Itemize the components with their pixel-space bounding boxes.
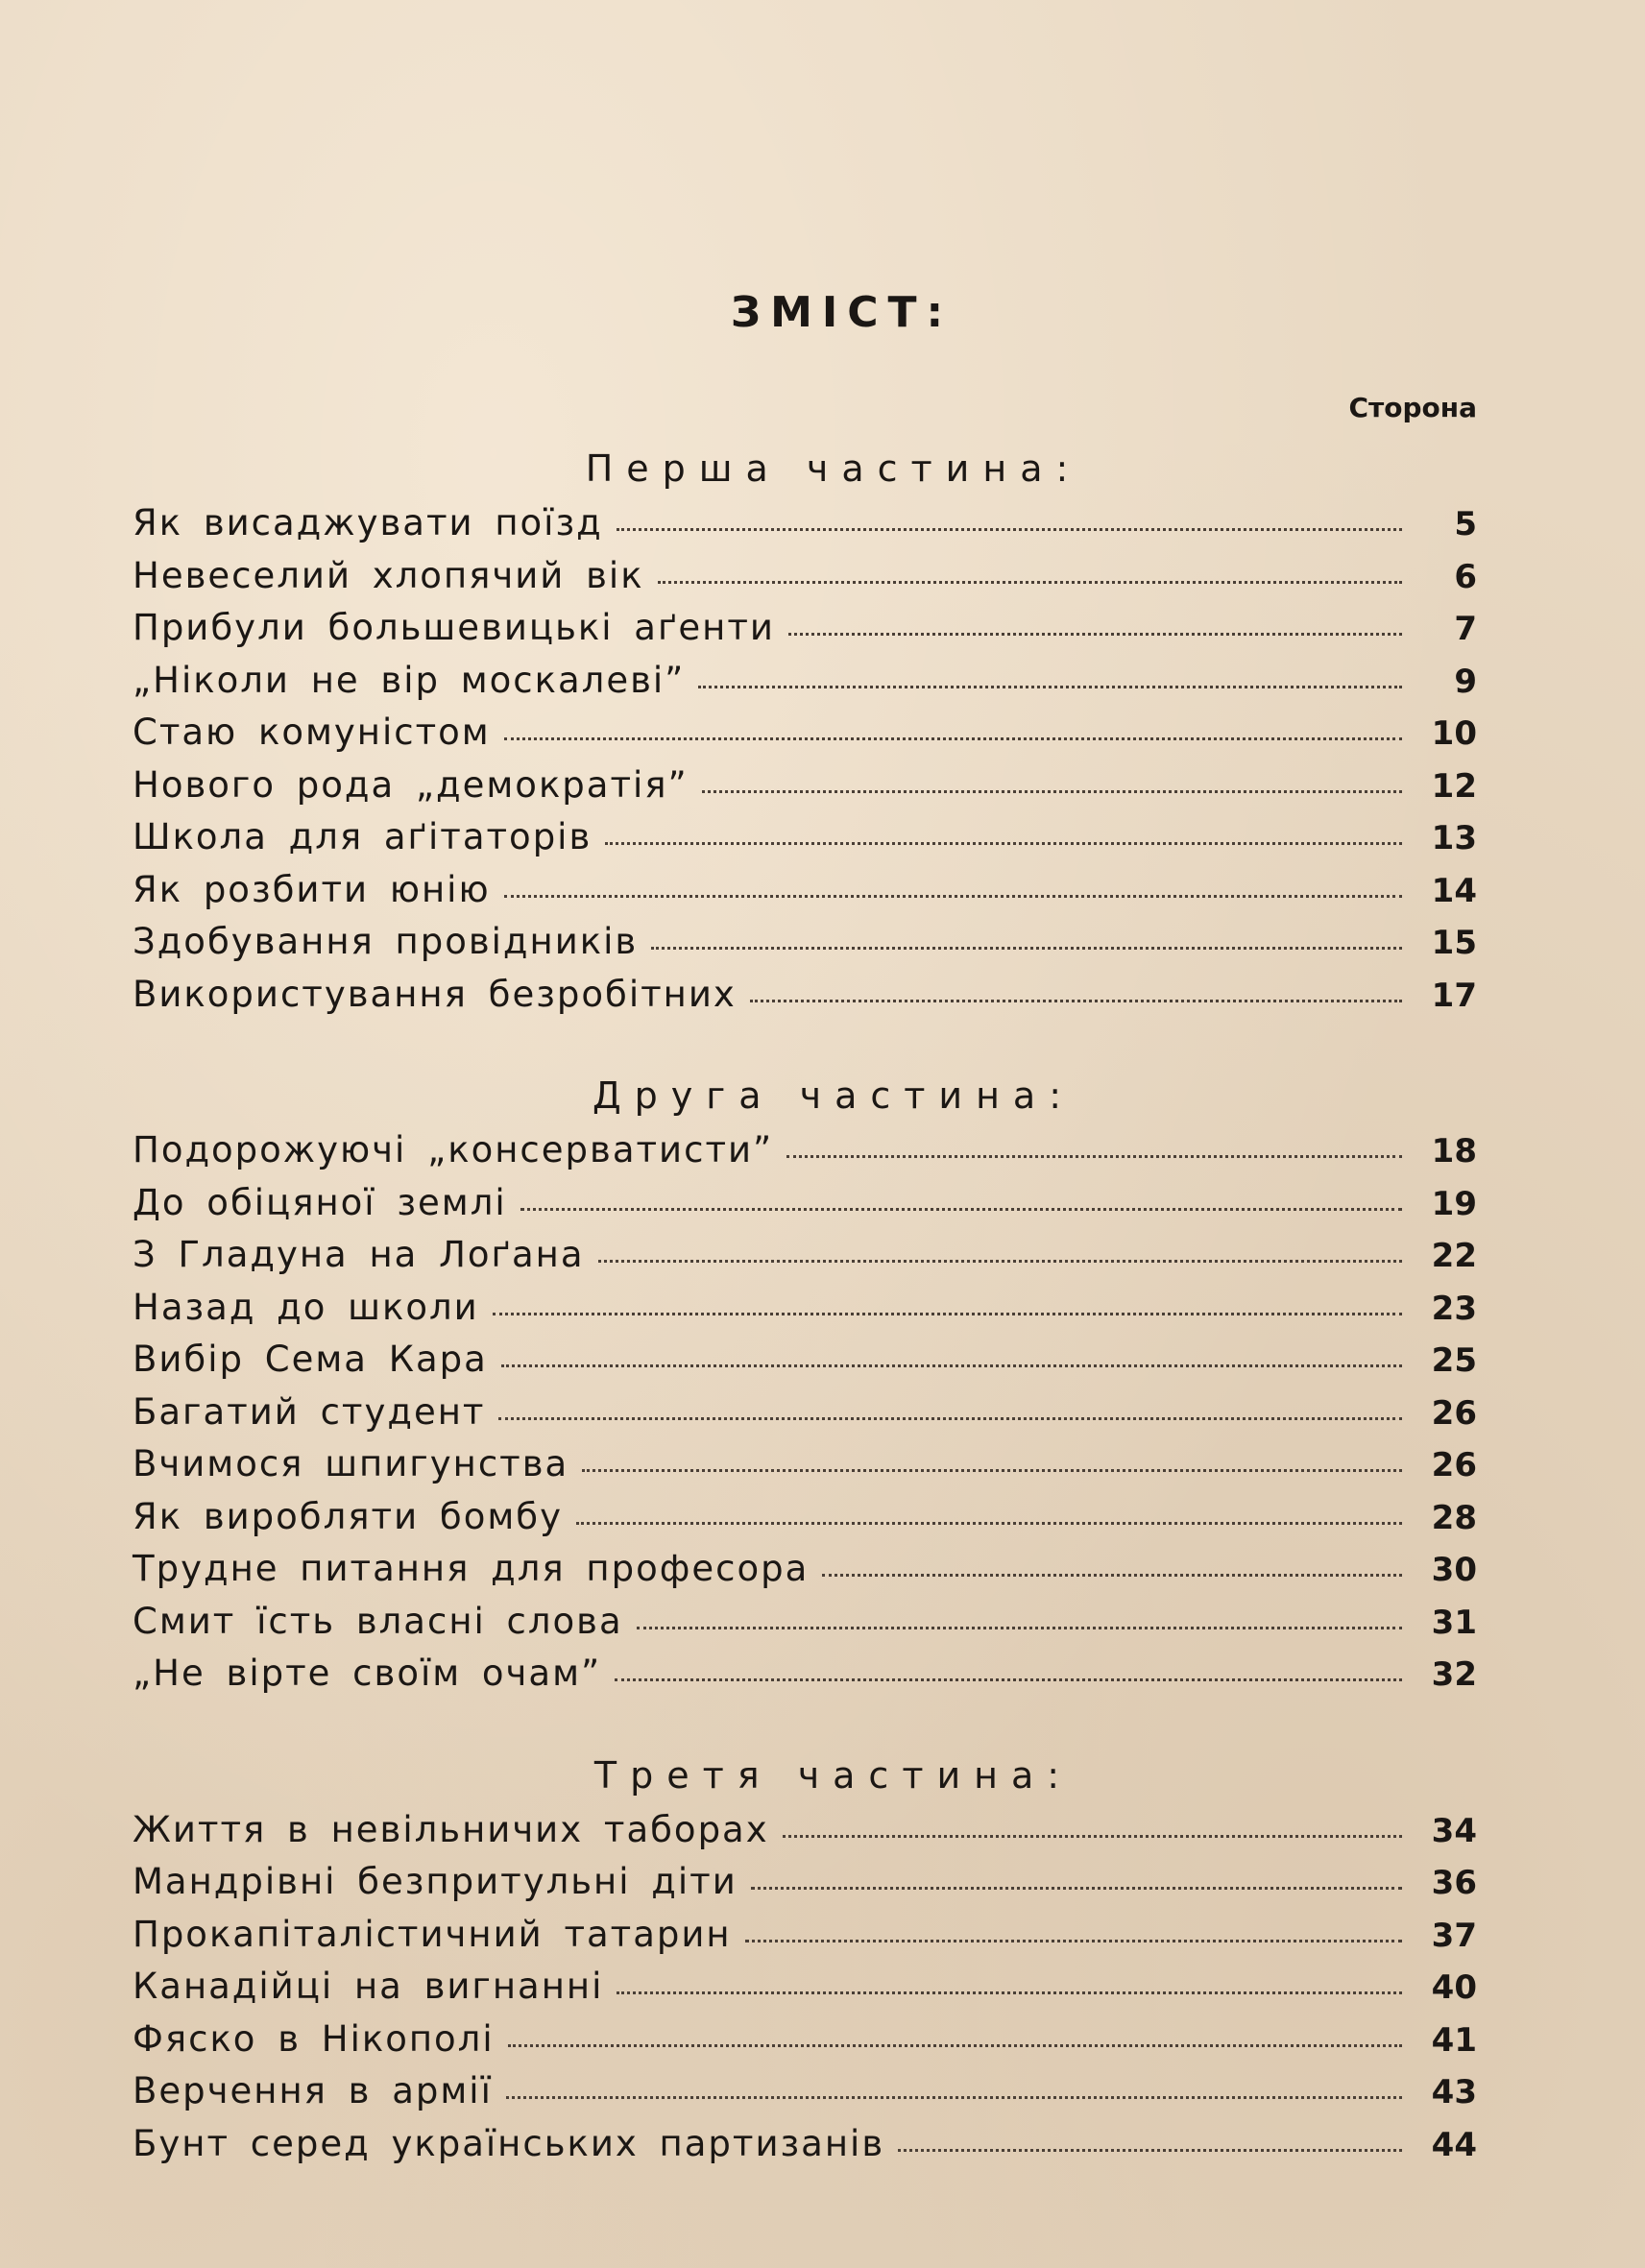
entry-page: 7 (1454, 610, 1477, 648)
dot-leader (605, 842, 1402, 845)
part-heading: Перша частина: (585, 447, 1082, 490)
entry-page: 28 (1431, 1498, 1477, 1537)
entry-title: „Не вірте своїм очам” (133, 1653, 602, 1694)
toc-entry (133, 550, 1477, 603)
entry-title: Багатий студент (133, 1390, 486, 1433)
entry-page: 18 (1431, 1132, 1477, 1170)
dot-leader (750, 1000, 1402, 1002)
entry-page: 37 (1431, 1916, 1477, 1955)
dot-leader (498, 1417, 1402, 1420)
part-heading: Третя частина: (593, 1753, 1074, 1797)
entry-page: 12 (1431, 766, 1477, 806)
entry-title: Вчимося шпигунства (133, 1443, 569, 1484)
entry-title: Як розбити юнію (133, 868, 491, 910)
dot-leader (702, 790, 1402, 793)
toc-entry (133, 1491, 1477, 1544)
toc-entry (133, 1648, 1477, 1701)
entry-page: 15 (1431, 924, 1477, 962)
dot-leader (788, 633, 1402, 636)
entry-page: 9 (1454, 662, 1477, 701)
entry-title: Як виробляти бомбу (133, 1495, 563, 1537)
dot-leader (745, 1940, 1402, 1942)
toc-entry (133, 2118, 1477, 2171)
entry-title: Нового рода „демократія” (133, 763, 689, 806)
toc-entry (133, 1961, 1477, 2014)
entry-page: 17 (1431, 976, 1477, 1015)
entry-page: 22 (1431, 1237, 1477, 1275)
entry-title: Смит їсть власні слова (133, 1600, 623, 1642)
entry-title: Подорожуючі „консерватисти” (133, 1129, 774, 1170)
toc-entry (133, 1282, 1477, 1335)
dot-leader (598, 1260, 1402, 1263)
entry-page: 23 (1431, 1289, 1477, 1328)
entry-page: 41 (1431, 2020, 1477, 2060)
page-column-label: Сторона (1348, 392, 1477, 423)
entry-page: 26 (1431, 1446, 1477, 1484)
entry-page: 31 (1431, 1603, 1477, 1642)
toc-entry (133, 655, 1477, 708)
entry-page: 44 (1431, 2125, 1477, 2164)
part-3 (133, 1747, 1477, 2171)
entry-title: Бунт серед українських партизанів (133, 2122, 885, 2164)
toc-entry (133, 864, 1477, 917)
dot-leader (493, 1313, 1402, 1315)
dot-leader (520, 1208, 1402, 1211)
entry-title: Життя в невільничих таборах (133, 1808, 769, 1850)
toc-entry (133, 707, 1477, 760)
dot-leader (615, 1678, 1402, 1681)
toc-entry (133, 811, 1477, 864)
entry-page: 6 (1454, 557, 1477, 596)
dot-leader (506, 2096, 1402, 2099)
part-2 (133, 1067, 1477, 1701)
toc-entry (133, 602, 1477, 655)
entry-page: 26 (1431, 1393, 1477, 1433)
toc-entry (133, 1804, 1477, 1857)
dot-leader (783, 1835, 1402, 1838)
entry-title: Здобування провідників (133, 921, 639, 962)
entry-page: 36 (1431, 1864, 1477, 1902)
entry-title: Стаю комуністом (133, 712, 491, 753)
toc-entry (133, 497, 1477, 550)
entry-title: Як висаджувати поїзд (133, 502, 603, 543)
dot-leader (508, 2044, 1402, 2047)
dot-leader (501, 1364, 1402, 1367)
dot-leader (576, 1522, 1402, 1525)
dot-leader (651, 947, 1402, 950)
entry-title: Вибір Сема Кара (133, 1339, 488, 1380)
dot-leader (582, 1469, 1402, 1472)
entry-title: Назад до школи (133, 1286, 479, 1328)
dot-leader (698, 686, 1402, 688)
entry-title: Прибули большевицькі аґенти (133, 607, 775, 648)
entry-page: 40 (1431, 1968, 1477, 2007)
part-heading: Друга частина: (592, 1074, 1076, 1117)
entry-page: 19 (1431, 1184, 1477, 1223)
entry-title: Канадійці на вигнанні (133, 1966, 604, 2007)
entry-title: Прокапіталістичний татарин (133, 1913, 732, 1955)
entry-page: 13 (1431, 819, 1477, 857)
toc-entry (133, 1124, 1477, 1177)
toc-entry (133, 1543, 1477, 1596)
entry-page: 14 (1431, 871, 1477, 910)
entry-title: Використування безробітних (133, 973, 737, 1015)
entry-page: 10 (1431, 714, 1477, 753)
dot-leader (898, 2149, 1402, 2152)
entry-title: З Гладуна на Лоґана (133, 1234, 585, 1275)
entry-page: 32 (1431, 1655, 1477, 1694)
page-title: ЗМІСТ: (730, 288, 954, 337)
dot-leader (504, 895, 1402, 898)
dot-leader (786, 1155, 1402, 1158)
dot-leader (617, 1991, 1402, 1994)
toc-entry (133, 969, 1477, 1022)
entry-title: Мандрівні безпритульні діти (133, 1861, 738, 1902)
toc-entry (133, 1438, 1477, 1491)
toc-entry (133, 916, 1477, 969)
toc-entry (133, 2014, 1477, 2066)
dot-leader (637, 1627, 1402, 1629)
entry-title: Фяско в Нікополі (133, 2017, 495, 2060)
dot-leader (822, 1574, 1402, 1577)
entry-page: 5 (1454, 505, 1477, 543)
entry-title: Школа для аґітаторів (133, 816, 593, 857)
entry-page: 25 (1431, 1341, 1477, 1380)
table-of-contents (133, 440, 1477, 2170)
toc-entry (133, 1856, 1477, 1909)
entry-title: До обіцяної землі (133, 1181, 507, 1223)
entry-page: 30 (1431, 1551, 1477, 1589)
toc-entry (133, 1596, 1477, 1649)
toc-entry (133, 2065, 1477, 2118)
dot-leader (751, 1887, 1402, 1890)
entry-page: 34 (1431, 1811, 1477, 1850)
entry-title: „Ніколи не вір москалеві” (133, 659, 686, 701)
toc-entry (133, 1177, 1477, 1230)
toc-entry (133, 1387, 1477, 1439)
entry-title: Трудне питання для професора (133, 1548, 810, 1589)
toc-entry (133, 760, 1477, 812)
dot-leader (658, 581, 1402, 584)
toc-entry (133, 1334, 1477, 1387)
part-1 (133, 440, 1477, 1021)
entry-page: 43 (1431, 2073, 1477, 2111)
entry-title: Невеселий хлопячий вік (133, 554, 644, 596)
entry-title: Верчення в армії (133, 2070, 493, 2111)
dot-leader (617, 528, 1402, 531)
toc-entry (133, 1909, 1477, 1962)
toc-entry (133, 1229, 1477, 1282)
dot-leader (504, 737, 1402, 740)
